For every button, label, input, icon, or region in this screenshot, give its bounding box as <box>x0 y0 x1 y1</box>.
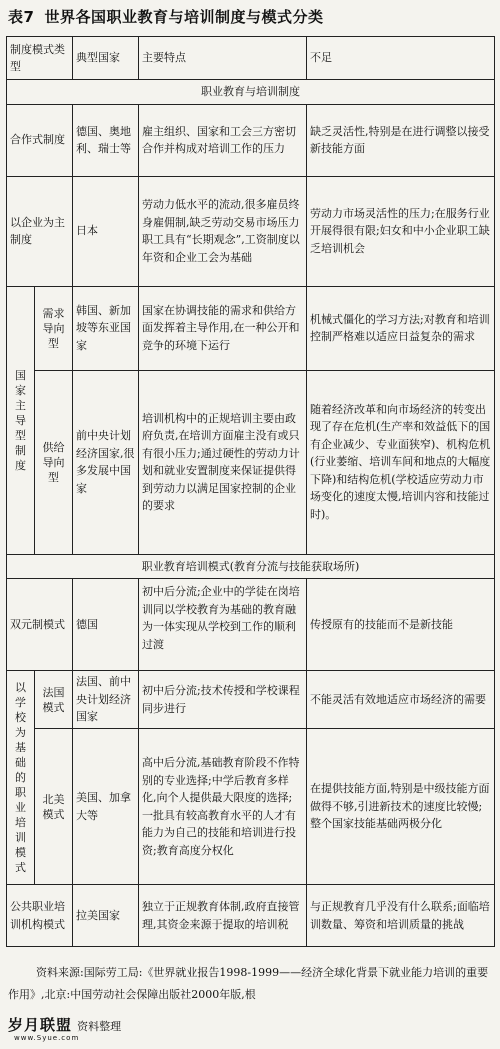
features-cell: 初中后分流;企业中的学徒在岗培训同以学校教育为基础的教育融为一体实现从学校到工作的顺利过渡 <box>139 579 307 671</box>
subtype-cell: 北美模式 <box>35 729 73 885</box>
section-row <box>7 80 495 105</box>
features-cell: 高中后分流,基础教育阶段不作特别的专业选择;中学后教育多样化,向个人提供最大限度的选择;一批具有较高教育水平的人才有能力为自己的技能和培训进行投资;教育高度分权化 <box>139 729 307 885</box>
type-cell: 以学校为基础的职业培训模式 <box>7 671 35 885</box>
shortcomings-cell: 传授原有的技能而不是新技能 <box>307 579 495 671</box>
header-type: 制度模式类型 <box>7 37 73 80</box>
section-title-system: 职业教育与培训制度 <box>7 80 495 105</box>
shortcomings-cell: 不能灵活有效地适应市场经济的需要 <box>307 671 495 729</box>
type-cell: 合作式制度 <box>7 104 73 176</box>
table-row <box>7 671 495 729</box>
subtype-cell: 法国模式 <box>35 671 73 729</box>
country-cell: 韩国、新加坡等东亚国家 <box>73 286 139 370</box>
table-title <box>8 6 492 28</box>
source-note: 资料来源:国际劳工局:《世界就业报告1998-1999——经济全球化背景下就业能力培训的重要作用》,北京:中国劳动社会保障出版社2000年版,根 <box>8 966 489 1001</box>
shortcomings-cell: 机械式僵化的学习方法;对教育和培训控制严格难以适应日益复杂的需求 <box>307 286 495 370</box>
features-cell: 独立于正规教育体制,政府直接管理,其资金来源于提取的培训税 <box>139 885 307 947</box>
table-row <box>7 104 495 176</box>
header-country: 典型国家 <box>73 37 139 80</box>
table-row <box>7 176 495 286</box>
country-cell: 法国、前中央计划经济国家 <box>73 671 139 729</box>
country-cell: 德国 <box>73 579 139 671</box>
table-row <box>7 729 495 885</box>
table-row <box>7 286 495 370</box>
header-row <box>7 37 495 80</box>
shortcomings-cell: 在提供技能方面,特别是中级技能方面做得不够,引进新技术的速度比较慢;整个国家技能基础两极分化 <box>307 729 495 885</box>
country-cell: 德国、奥地利、瑞士等 <box>73 104 139 176</box>
type-cell: 国家主导型制度 <box>7 286 35 554</box>
country-cell: 拉美国家 <box>73 885 139 947</box>
country-cell: 美国、加拿大等 <box>73 729 139 885</box>
header-shortcomings: 不足 <box>307 37 495 80</box>
shortcomings-cell: 随着经济改革和向市场经济的转变出现了存在危机(生产率和效益低下的国有企业减少、专业面狭窄)、机构危机(行业萎缩、培训车间和地点的大幅度下降)和结构危机(学校适应劳动力市场变化的速度太慢,培训内容和技能过时)。 <box>307 370 495 554</box>
features-cell: 国家在协调技能的需求和供给方面发挥着主导作用,在一种公开和竞争的环境下运行 <box>139 286 307 370</box>
section-title-mode: 职业教育培训模式(教育分流与技能获取场所) <box>7 554 495 579</box>
type-cell: 双元制模式 <box>7 579 73 671</box>
subtype-cell: 需求导向型 <box>35 286 73 370</box>
watermark-brand: 岁月联盟 <box>8 1016 73 1034</box>
type-cell: 以企业为主制度 <box>7 176 73 286</box>
features-cell: 培训机构中的正规培训主要由政府负责,在培训方面雇主没有或只有很小压力;通过硬性的劳动力计划和就业安置制度来保证提供得到劳动力以满足国家控制的企业的要求 <box>139 370 307 554</box>
country-cell: 日本 <box>73 176 139 286</box>
watermark-tail: 资料整理 <box>77 1020 122 1033</box>
table-number: 表7 <box>8 8 35 26</box>
country-cell: 前中央计划经济国家,很多发展中国家 <box>73 370 139 554</box>
shortcomings-cell: 缺乏灵活性,特别是在进行调整以接受新技能方面 <box>307 104 495 176</box>
table-row <box>7 885 495 947</box>
table-title-text: 世界各国职业教育与培训制度与模式分类 <box>44 8 324 26</box>
features-cell: 初中后分流;技术传授和学校课程同步进行 <box>139 671 307 729</box>
section-row <box>7 554 495 579</box>
header-features: 主要特点 <box>139 37 307 80</box>
features-cell: 雇主组织、国家和工会三方密切合作并构成对培训工作的压力 <box>139 104 307 176</box>
subtype-cell: 供给导向型 <box>35 370 73 554</box>
watermark-url: www.Syue.com <box>14 1034 80 1042</box>
watermark <box>8 1014 208 1044</box>
type-cell: 公共职业培训机构模式 <box>7 885 73 947</box>
features-cell: 劳动力低水平的流动,很多雇员终身雇佣制,缺乏劳动交易市场压力职工具有“长期观念”,工资制度以年资和企业工会为基础 <box>139 176 307 286</box>
shortcomings-cell: 劳动力市场灵活性的压力;在服务行业开展得很有限;妇女和中小企业职工缺乏培训机会 <box>307 176 495 286</box>
table-row <box>7 579 495 671</box>
classification-table <box>6 36 495 947</box>
table-row <box>7 370 495 554</box>
shortcomings-cell: 与正规教育几乎没有什么联系;面临培训数量、筹资和培训质量的挑战 <box>307 885 495 947</box>
